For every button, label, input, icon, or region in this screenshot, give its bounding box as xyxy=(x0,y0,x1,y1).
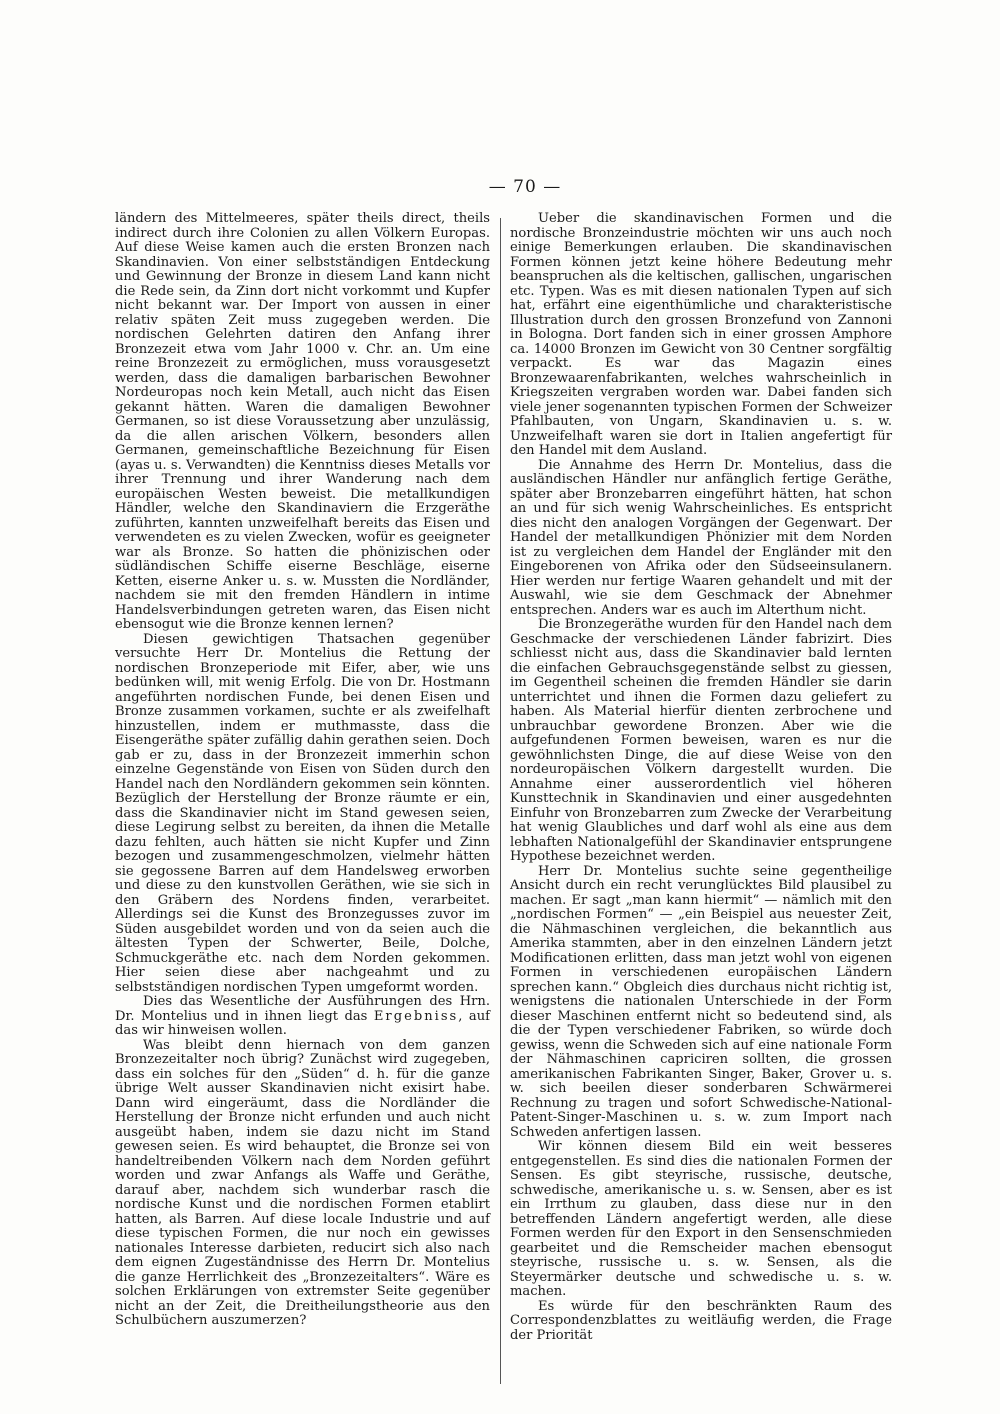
column-divider xyxy=(500,218,501,1384)
paragraph: Herr Dr. Montelius suchte seine gegentheilige Ansicht durch ein recht verunglücktes Bild plausibel zu machen. Er sagt „man kann hiermit“ — nämlich mit den „nordischen Formen“ — „ein Beispiel aus neuester Zeit, die Nähmaschinen vergleichen, die bekanntlich aus Amerika stammten, aber in den einzelnen Ländern jetzt Modificationen erlitten, dass man jetzt wohl von eigenen Formen in verschiedenen europäischen Ländern sprechen kann.“ Obgleich dies durchaus nicht richtig ist, wenigstens die nationalen Unterschiede in der Form dieser Maschinen entfernt nicht so bedeutend sind, als die der Typen verschiedener Fabriken, so würde doch gewiss, wenn die Schweden sich auf eine nationale Form der Nähmaschinen capriciren sollten, die grossen amerikanischen Fabrikanten Singer, Baker, Grover u. s. w. sich beeilen dieser sonderbaren Schwärmerei Rechnung zu tragen und sofort Schwedische-National-Patent-Singer-Maschinen u. s. w. zum Import nach Schweden anfertigen lassen. xyxy=(510,863,892,1140)
paragraph-text: , auf das wir hinweisen wollen. xyxy=(115,1008,490,1038)
paragraph: Diesen gewichtigen Thatsachen gegenüber versuchte Herr Dr. Montelius die Rettung der nordischen Bronzeperiode mit Eifer, aber, wie uns bedünken will, mit wenig Erfolg. Die von Dr. Hostmann angeführten nordischen Funde, bei denen Eisen und Bronze zusammen vorkamen, suchte er als zweifelhaft hinzustellen, indem er muthmasste, dass die Eisengeräthe später zufällig dahin gerathen seien. Doch gab er zu, dass in der Bronzezeit immerhin schon einzelne Gegenstände von Eisen von Süden durch den Handel nach den Nordländern gekommen sein könnten. Bezüglich der Herstellung der Bronze räumte er ein, dass die Skandinavier nicht im Stand gewesen seien, diese Legirung selbst zu bereiten, da ihnen die Metalle dazu fehlten, auch hätten sie nicht Kupfer und Zinn bezogen und zusammengeschmolzen, vielmehr hätten sie gegossene Barren auf dem Handelsweg erworben und diese zu den kunstvollen Geräthen, wie sie sich in den Gräbern des Nordens finden, verarbeitet. Allerdings sei die Kunst des Bronzegusses zuvor im Süden ausgebildet worden und von da seien auch die ältesten Typen der Schwerter, Beile, Dolche, Schmuckgeräthe etc. nach dem Norden gekommen. Hier seien diese aber nachgeahmt und zu selbstständigen nordischen Typen umgeformt worden. xyxy=(115,631,490,995)
paragraph: Die Bronzegeräthe wurden für den Handel nach dem Geschmacke der verschiedenen Länder fabrizirt. Dies schliesst nicht aus, dass die Skandinavier bald lernten die einfachen Gebrauchsgegenstände selbst zu giessen, im Gegentheil scheinen die fremden Händler sie darin unterrichtet und ihnen die Formen dazu geliefert zu haben. Als Material hierfür dienten zerbrochene und unbrauchbar gewordene Bronzen. Aber wie die aufgefundenen Formen beweisen, waren es nur die gewöhnlichsten Dinge, die auf diese Weise von den nordeuropäischen Völkern dargestellt wurden. Die Annahme einer ausserordentlich viel höheren Kunsttechnik in Skandinavien und einer ausgedehnten Einfuhr von Bronzebarren zum Zwecke der Verarbeitung hat wenig Glaubliches und darf wohl als eine aus dem lebhaften Nationalgefühl der Skandinavier entsprungene Hypothese bezeichnet werden. xyxy=(510,617,892,864)
right-column xyxy=(510,212,892,1343)
page-number: — 70 — xyxy=(488,177,562,197)
paragraph: Es würde für den beschränkten Raum des Correspondenzblattes zu weitläufig werden, die Frage der Priorität xyxy=(510,1298,892,1343)
paragraph: Wir können diesem Bild ein weit besseres entgegenstellen. Es sind dies die nationalen Formen der Sensen. Es gibt steyrische, russische, deutsche, schwedische, amerikanische u. s. w. Sensen, aber es ist ein Irrthum zu glauben, dass diese nur in den betreffenden Ländern angefertigt werden, alle diese Formen werden für den Export in den Sensenschmieden gearbeitet und die Remscheider machen ebensogut steyrische, russische u. s. w. Sensen, als die Steyermärker deutsche und schwedische u. s. w. machen. xyxy=(510,1139,892,1299)
paragraph: Ueber die skandinavischen Formen und die nordische Bronzeindustrie möchten wir uns auch noch einige Bemerkungen erlauben. Die skandinavischen Formen können jetzt keine höhere Bedeutung mehr beanspruchen als die keltischen, gallischen, ungarischen etc. Typen. Was es mit diesen nationalen Typen auf sich hat, erfährt eine eigenthümliche und charakteristische Illustration durch den grossen Bronzefund von Zannoni in Bologna. Dort fanden sich in einer grossen Amphore ca. 14000 Bronzen im Gewicht von 30 Centner sorgfältig verpackt. Es war das Magazin eines Bronzewaarenfabrikanten, welches wahrscheinlich in Kriegszeiten vergraben worden war. Dabei fanden sich viele jener sogenannten typischen Formen der Schweizer Pfahlbauten, von Ungarn, Skandinavien u. s. w. Unzweifelhaft waren sie dort in Italien angefertigt für den Handel mit dem Ausland. xyxy=(510,211,892,458)
emphasized-word: Ergebniss xyxy=(373,1008,459,1024)
paragraph xyxy=(115,995,490,1039)
paragraph-text: Dies das Wesentliche der Ausführungen des Hrn. Dr. Montelius und in ihnen liegt das xyxy=(115,994,490,1024)
paragraph: Die Annahme des Herrn Dr. Montelius, dass die ausländischen Händler nur anfänglich fertige Geräthe, später aber Bronzebarren eingeführt hätten, hat schon an und für sich wenig Wahrscheinliches. Es entspricht dies nicht den analogen Vorgängen der Gegenwart. Der Handel der metallkundigen Phönizier mit dem Norden ist zu vergleichen dem Handel der Engländer mit den Eingeborenen von Afrika oder den Südseeinsulanern. Hier werden nur fertige Waaren gehandelt und mit der Auswahl, wie sie dem Geschmack der Abnehmer entsprechen. Anders war es auch im Alterthum nicht. xyxy=(510,457,892,618)
paragraph: ländern des Mittelmeeres, später theils direct, theils indirect durch ihre Colonien zu allen Völkern Europas. Auf diese Weise kamen auch die ersten Bronzen nach Skandinavien. Von einer selbstständigen Entdeckung und Gewinnung der Bronze in diesem Land kann nicht die Rede sein, da Zinn dort nicht vorkommt und Kupfer nicht bekannt war. Der Import von aussen in einer relativ späten Zeit muss zugegeben werden. Die nordischen Gelehrten datiren den Anfang ihrer Bronzezeit etwa vom Jahr 1000 v. Chr. an. Um eine reine Bronzezeit zu ermöglichen, muss vorausgesetzt werden, dass die damaligen barbarischen Bewohner Nordeuropas noch kein Metall, auch nicht das Eisen gekannt hätten. Waren die damaligen Bewohner Germanen, so ist diese Voraussetzung aber unzulässig, da die allen arischen Völkern, besonders allen Germanen, gemeinschaftliche Bezeichnung für Eisen (ayas u. s. Verwandten) die Kenntniss dieses Metalls vor ihrer Trennung und ihrer Wanderung nach dem europäischen Westen beweist. Die metallkundigen Händler, welche den Skandinaviern die Erzgeräthe zuführten, kannten unzweifelhaft bereits das Eisen und verwendeten es zu vielen Zwecken, wofür es geeigneter war als Bronze. So hatten die phönizischen oder südländischen Schiffe eiserne Beschläge, eiserne Ketten, eiserne Anker u. s. w. Mussten die Nordländer, nachdem sie mit den fremden Händlern in intime Handelsverbindungen getreten waren, das Eisen nicht ebensogut wie die Bronze kennen lernen? xyxy=(115,211,490,632)
paragraph: Was bleibt denn hiernach von dem ganzen Bronzezeitalter noch übrig? Zunächst wird zugegeben, dass ein solches für den „Süden“ d. h. für die ganze übrige Welt ausser Skandinavien nicht exisirt habe. Dann wird eingeräumt, dass die Nordländer die Herstellung der Bronze nicht erfunden und auch nicht ausgeübt haben, indem sie dazu nicht im Stand gewesen seien. Es wird behauptet, die Bronze sei von handeltreibenden Völkern nach dem Norden geführt worden und zwar Anfangs als Waffe und Geräthe, darauf aber, nachdem sich wunderbar rasch die nordische Kunst und die nordischen Formen etablirt hatten, als Barren. Auf diese locale Industrie und auf diese typischen Formen, die nur noch ein gewisses nationales Interesse darbieten, reducirt sich also nach dem eignen Zugeständnisse des Herrn Dr. Montelius die ganze Herrlichkeit des „Bronzezeitalters“. Wäre es solchen Erklärungen von extremster Seite gegenüber nicht an der Zeit, die Dreitheilungstheorie aus den Schulbüchern auszumerzen? xyxy=(115,1037,490,1328)
left-column xyxy=(115,212,490,1329)
